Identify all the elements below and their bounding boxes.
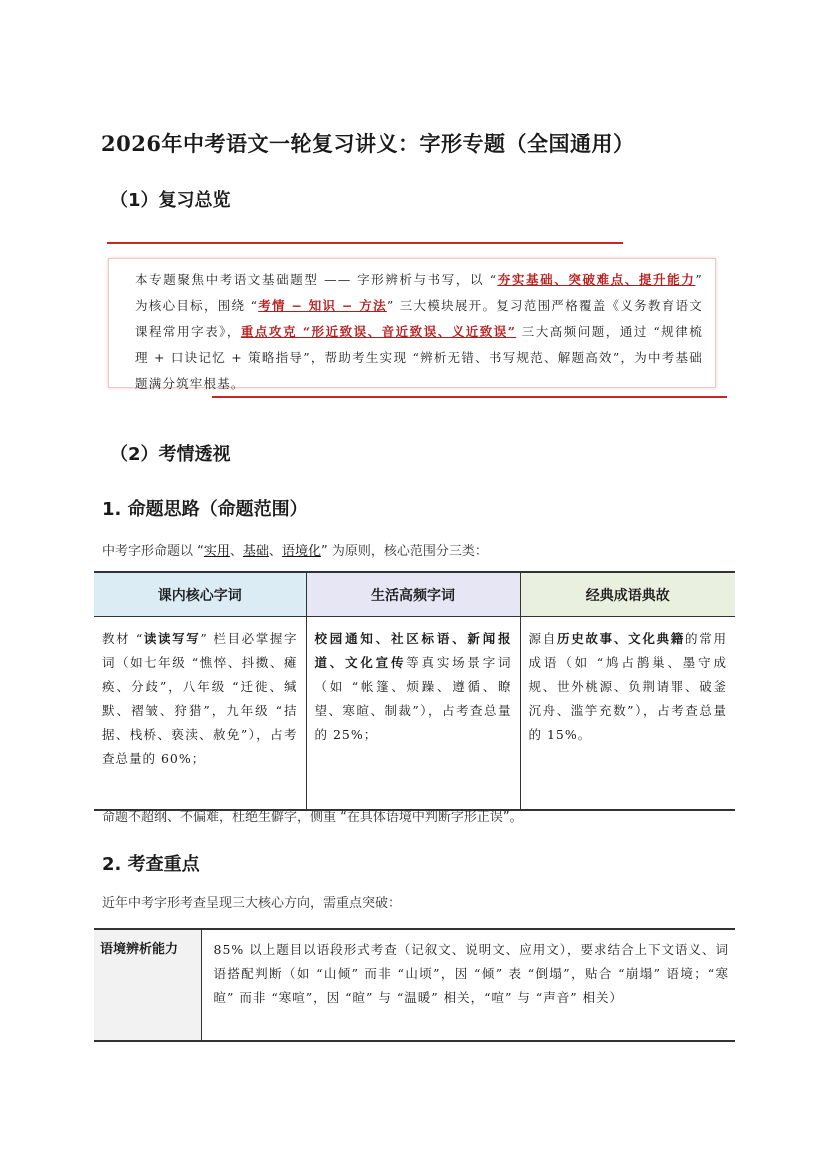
section-heading-analysis: （2）考情透视: [110, 444, 231, 465]
scope-intro-text: 中考字形命题以 “: [102, 544, 204, 559]
scope-intro-paragraph: [102, 540, 488, 559]
section-heading-overview: （1）复习总览: [110, 190, 231, 211]
table-row: [94, 929, 735, 1041]
cell-textbook: [94, 617, 306, 811]
cell-bold: 读读写写: [143, 631, 201, 646]
scope-intro-text: ” 为原则，核心范围分三类：: [320, 544, 488, 559]
intro-text: 本专题聚焦中考语文基础题型 —— 字形辨析与书写，以 “: [135, 272, 498, 287]
cell-daily-life: [306, 617, 520, 811]
keyword-contextual: 语境化: [281, 544, 321, 559]
keyword-practical: 实用: [203, 544, 230, 559]
intro-text: 三大高频问题，通过 “规律梳理 + 口诀记忆 + 策略指导”，帮助考生实现 “辨析无错、书写规范、解题高效”，为中考基础题满分筑牢根基。: [135, 324, 703, 391]
cell-text: ” 栏目必掌握字词（如七年级 “憔悴、抖擞、瘫痪、分歧”，八年级 “迁徙、缄默、褶皱、狩猎”，九年级 “拮据、栈桥、亵渎、赦免”），占考查总量的 60%；: [102, 631, 298, 766]
cell-bold: 校园通知、社区标语、新闻报道、文化宣传: [314, 631, 512, 670]
focus-row-label: 语境辨析能力: [94, 929, 201, 1041]
intro-text: ” 为核心目标，围绕 “: [135, 272, 703, 313]
table-row: [94, 617, 735, 811]
focus-intro-paragraph: 近年中考字形考查呈现三大核心方向，需重点突破：: [102, 896, 402, 911]
intro-highlight-focus: 重点攻克 “形近致误、音近致误、义近致误”: [240, 324, 517, 339]
document-title: 2026年中考语文一轮复习讲义：字形专题（全国通用）: [101, 131, 635, 156]
keyword-basic: 基础: [242, 544, 269, 559]
cell-bold: 历史故事、文化典籍: [556, 631, 686, 646]
cell-text: 等真实场景字词（如 “帐篷、烦躁、遵循、瞭望、寒暄、制裁”），占考查总量的 25%；: [314, 655, 512, 742]
intro-highlight-goal: 夯实基础、突破难点、提升能力: [497, 272, 696, 287]
table-header-row: [94, 572, 735, 617]
separator: 、: [268, 544, 282, 559]
subsection-heading-scope: 1. 命题思路（命题范围）: [102, 499, 308, 520]
overview-intro-box: [108, 258, 716, 391]
column-header-textbook: 课内核心字词: [94, 572, 306, 617]
subsection-heading-focus: 2. 考查重点: [102, 854, 200, 875]
separator: 、: [229, 544, 243, 559]
cell-idioms: [520, 617, 735, 811]
intro-highlight-modules: 考情 − 知识 − 方法: [258, 298, 387, 313]
cell-text: 教材 “: [102, 631, 144, 646]
decorative-divider-bottom: [212, 396, 727, 398]
scope-note: 命题不超纲、不偏难，杜绝生僻字，侧重 “在具体语境中判断字形正误”。: [102, 810, 523, 825]
focus-table: [94, 928, 735, 1042]
decorative-divider-top: [107, 242, 623, 244]
column-header-daily-life: 生活高频字词: [306, 572, 520, 617]
intro-text: ” 三大模块展开。复习范围严格覆盖《义务教育语文课程常用字表》，: [135, 298, 703, 339]
column-header-idioms: 经典成语典故: [520, 572, 735, 617]
cell-text: 的常用成语（如 “鸠占鹊巢、墨守成规、世外桃源、负荆请罪、破釜沉舟、滥竽充数”），占考查总量的 15%。: [528, 631, 727, 742]
scope-table: [94, 571, 735, 811]
focus-row-text: 85% 以上题目以语段形式考查（记叙文、说明文、应用文），要求结合上下文语义、词语搭配判断（如 “山倾” 而非 “山顷”，因 “倾” 表 “倒塌”，贴合 “崩塌” 语境；“寒暄” 而非 “寒喧”，因 “暄” 与 “温暖” 相关，“喧” 与 “声音” 相关）: [213, 942, 730, 1005]
cell-text: 源自: [528, 631, 557, 646]
